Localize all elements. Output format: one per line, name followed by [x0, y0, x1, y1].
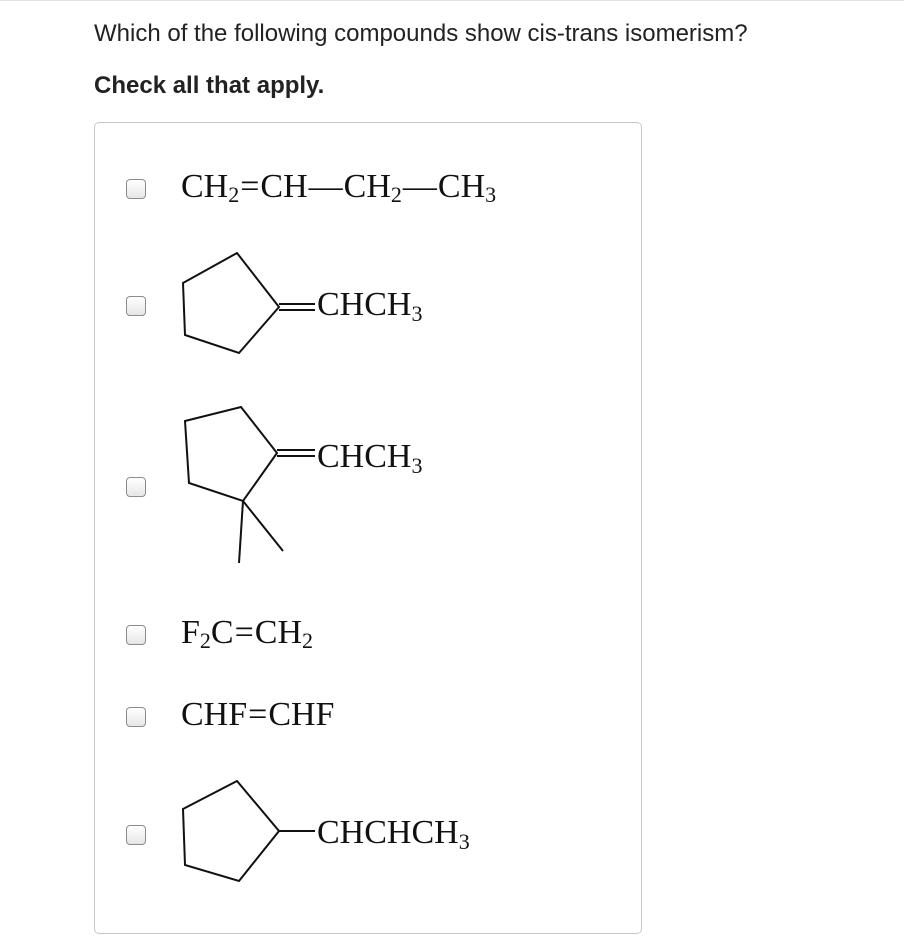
checkbox-option-4[interactable]: [126, 625, 146, 645]
cyclopentane-ring-structure-6: [181, 779, 321, 889]
formula-option-1: $CH_2=CH—CH_2—CH_3$: [181, 168, 497, 207]
formula-option-5: CHF=CHF: [181, 696, 335, 733]
substituent-label-6: $CHCHCH_3$: [317, 814, 470, 854]
checkbox-option-3[interactable]: [126, 477, 146, 497]
formula-option-4: $F_2C=CH_2$: [181, 614, 314, 653]
dimethylcyclopentane-ring-structure-3: [181, 405, 321, 565]
substituent-label-3: $CHCH_3$: [317, 438, 423, 478]
substituent-label-2: $CHCH_3$: [317, 286, 423, 326]
checkbox-option-2[interactable]: [126, 296, 146, 316]
cyclopentane-ring-structure-2: [181, 251, 321, 361]
checkbox-option-1[interactable]: [126, 179, 146, 199]
question-text: Which of the following compounds show cis-trans isomerism?: [94, 20, 748, 47]
checkbox-option-5[interactable]: [126, 707, 146, 727]
options-panel: [94, 122, 642, 934]
checkbox-option-6[interactable]: [126, 825, 146, 845]
instruction-text: Check all that apply.: [94, 72, 325, 99]
top-divider: [0, 0, 904, 1]
